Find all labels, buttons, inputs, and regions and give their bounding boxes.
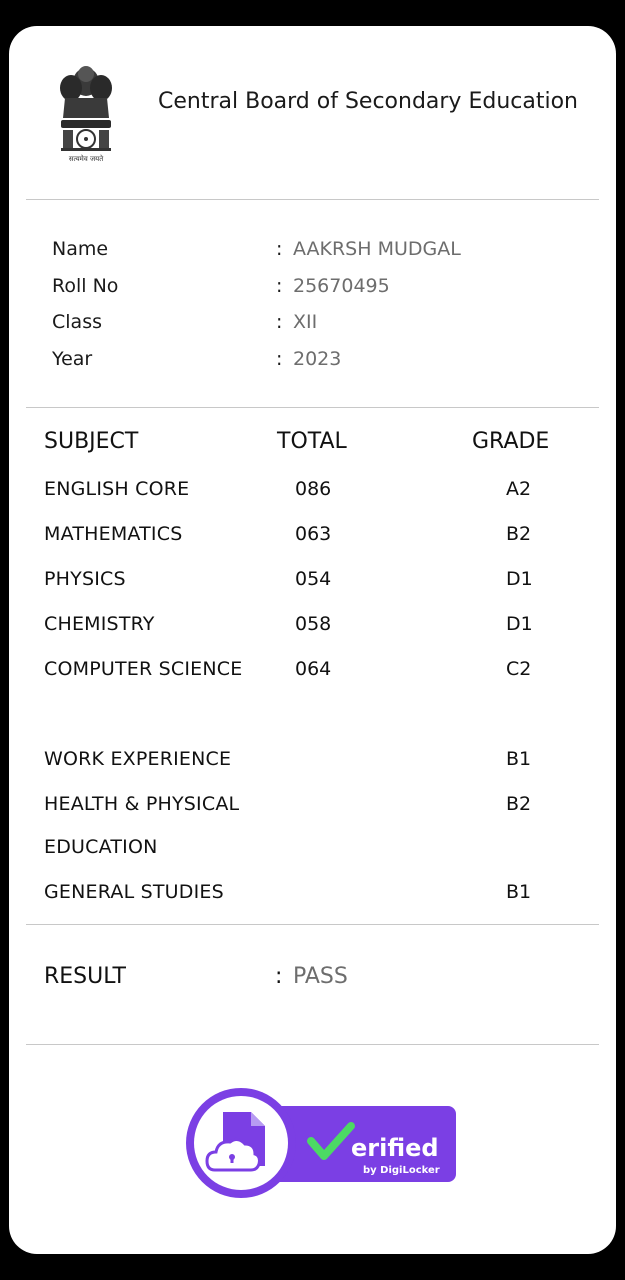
roll-no-label: Roll No bbox=[52, 275, 119, 297]
table-row bbox=[9, 658, 616, 684]
class-label: Class bbox=[52, 311, 102, 333]
subject-total: 058 bbox=[295, 613, 332, 635]
divider bbox=[26, 407, 599, 408]
table-row bbox=[9, 748, 616, 774]
subject-total: 054 bbox=[295, 568, 332, 590]
subject-name: MATHEMATICS bbox=[44, 523, 183, 545]
subject-grade: B1 bbox=[506, 748, 532, 770]
subject-grade: D1 bbox=[506, 568, 533, 590]
subject-name: WORK EXPERIENCE bbox=[44, 748, 232, 770]
grade-column-header: GRADE bbox=[472, 429, 550, 454]
subject-column-header: SUBJECT bbox=[44, 429, 139, 454]
subject-grade: C2 bbox=[506, 658, 532, 680]
digilocker-verified-badge bbox=[185, 1086, 457, 1202]
table-row bbox=[9, 613, 616, 639]
subject-grade: A2 bbox=[506, 478, 532, 500]
year-separator: : bbox=[276, 348, 283, 370]
class-separator: : bbox=[276, 311, 283, 333]
divider bbox=[26, 924, 599, 925]
class-value: XII bbox=[293, 311, 318, 333]
digilocker-subtext: by DigiLocker bbox=[363, 1165, 440, 1176]
subject-grade: B1 bbox=[506, 881, 532, 903]
verified-text: erified bbox=[351, 1134, 439, 1162]
name-label: Name bbox=[52, 238, 109, 260]
subject-grade: B2 bbox=[506, 793, 532, 815]
year-label: Year bbox=[52, 348, 93, 370]
subject-name: EDUCATION bbox=[44, 836, 158, 858]
subject-total: 086 bbox=[295, 478, 332, 500]
subject-name: PHYSICS bbox=[44, 568, 126, 590]
name-value: AAKRSH MUDGAL bbox=[293, 238, 461, 260]
table-row bbox=[9, 523, 616, 549]
subject-name: ENGLISH CORE bbox=[44, 478, 190, 500]
marksheet-card bbox=[9, 26, 616, 1254]
subject-total: 063 bbox=[295, 523, 332, 545]
roll-no-separator: : bbox=[276, 275, 283, 297]
roll-no-value: 25670495 bbox=[293, 275, 390, 297]
board-title: Central Board of Secondary Education bbox=[158, 89, 578, 114]
subject-total: 064 bbox=[295, 658, 332, 680]
result-label: RESULT bbox=[44, 964, 126, 989]
total-column-header: TOTAL bbox=[277, 429, 347, 454]
divider bbox=[26, 1044, 599, 1045]
national-emblem-icon bbox=[51, 60, 121, 164]
subject-grade: D1 bbox=[506, 613, 533, 635]
name-separator: : bbox=[276, 238, 283, 260]
result-separator: : bbox=[275, 964, 283, 989]
subject-name: COMPUTER SCIENCE bbox=[44, 658, 243, 680]
subject-name: CHEMISTRY bbox=[44, 613, 155, 635]
table-row bbox=[9, 881, 616, 907]
table-row bbox=[9, 478, 616, 504]
table-row bbox=[9, 836, 616, 862]
subject-grade: B2 bbox=[506, 523, 532, 545]
table-row bbox=[9, 793, 616, 819]
subject-name: GENERAL STUDIES bbox=[44, 881, 224, 903]
emblem-motto: सत्यमेव जयते bbox=[68, 155, 104, 163]
divider bbox=[26, 199, 599, 200]
result-value: PASS bbox=[293, 964, 348, 989]
subject-name: HEALTH & PHYSICAL bbox=[44, 793, 240, 815]
year-value: 2023 bbox=[293, 348, 342, 370]
table-row bbox=[9, 568, 616, 594]
